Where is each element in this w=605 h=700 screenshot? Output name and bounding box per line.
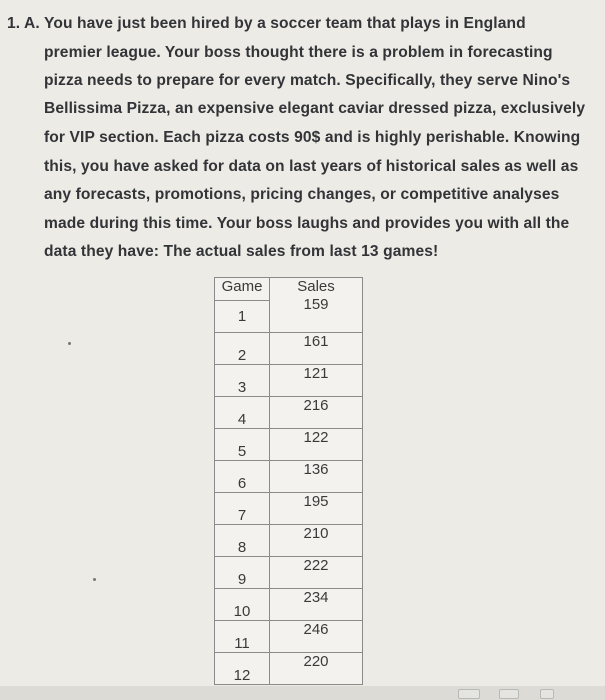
table-row [215, 333, 363, 365]
problem-line: made during this time. Your boss laughs and provides you with all the [44, 215, 570, 232]
header-sales-label: Sales [297, 278, 335, 295]
grid-view-icon[interactable] [458, 689, 480, 699]
game-cell: 4 [215, 397, 270, 429]
table-row [215, 589, 363, 621]
sales-cell: 121 [270, 365, 363, 397]
table-row [215, 557, 363, 589]
table-row [215, 461, 363, 493]
table-row [215, 621, 363, 653]
game-cell: 10 [215, 589, 270, 621]
problem-line: this, you have asked for data on last years of historical sales as well as [44, 158, 579, 175]
header-sales [270, 278, 363, 333]
sales-cell: 210 [270, 525, 363, 557]
sales-cell: 216 [270, 397, 363, 429]
game-cell: 11 [215, 621, 270, 653]
table-header-row [215, 278, 363, 301]
game-cell: 6 [215, 461, 270, 493]
header-game: Game [215, 278, 270, 301]
sales-table [214, 277, 363, 685]
table-row [215, 365, 363, 397]
problem-line: for VIP section. Each pizza costs 90$ and is highly perishable. Knowing [44, 129, 581, 146]
table-row [215, 429, 363, 461]
game-cell: 3 [215, 365, 270, 397]
problem-line: premier league. Your boss thought there is a problem in forecasting [44, 44, 553, 61]
problem-line: data they have: The actual sales from last 13 games! [44, 243, 439, 260]
table-row [215, 653, 363, 685]
table-row [215, 525, 363, 557]
problem-line: 1. A. You have just been hired by a soccer team that plays in England [7, 15, 526, 32]
stray-mark [93, 578, 96, 581]
sales-cell: 234 [270, 589, 363, 621]
sales-cell: 195 [270, 493, 363, 525]
problem-line: any forecasts, promotions, pricing changes, or competitive analyses [44, 186, 560, 203]
game-cell: 5 [215, 429, 270, 461]
game-cell: 1 [215, 301, 270, 333]
stray-mark [68, 342, 71, 345]
game-cell: 7 [215, 493, 270, 525]
game-cell: 2 [215, 333, 270, 365]
game-cell: 9 [215, 557, 270, 589]
page-icon[interactable] [540, 689, 554, 699]
sales-cell: 222 [270, 557, 363, 589]
list-view-icon[interactable] [499, 689, 519, 699]
sales-cell: 136 [270, 461, 363, 493]
sales-cell: 246 [270, 621, 363, 653]
problem-line: Bellissima Pizza, an expensive elegant caviar dressed pizza, exclusively [44, 100, 586, 117]
problem-line: pizza needs to prepare for every match. Specifically, they serve Nino's [44, 72, 571, 89]
game-cell: 12 [215, 653, 270, 685]
sales-cell: 220 [270, 653, 363, 685]
game-cell: 8 [215, 525, 270, 557]
table-row [215, 493, 363, 525]
table-row [215, 397, 363, 429]
sales-cell: 122 [270, 429, 363, 461]
sales-cell: 161 [270, 333, 363, 365]
sales-value: 159 [303, 296, 329, 313]
